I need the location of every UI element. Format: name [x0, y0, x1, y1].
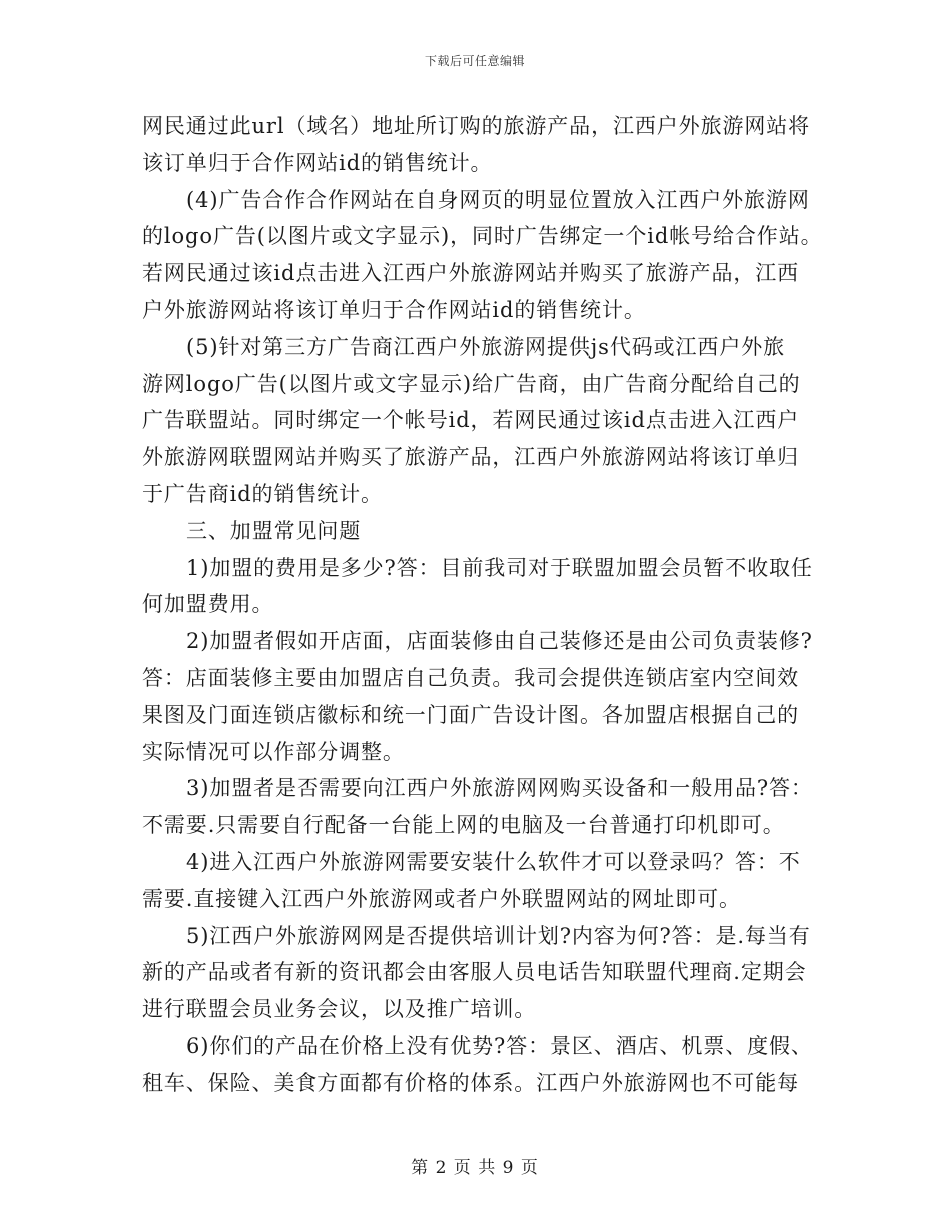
text-line: 外旅游网联盟网站并购买了旅游产品，江西户外旅游网站将该订单归: [142, 445, 799, 470]
text-line: 若网民通过该id点击进入江西户外旅游网站并购买了旅游产品，江西: [142, 261, 800, 286]
text-line: 6)你们的产品在价格上没有优势?答：景区、酒店、机票、度假、: [186, 1033, 813, 1058]
text-line: (5)针对第三方广告商江西户外旅游网提供js代码或江西户外旅: [186, 334, 786, 359]
page-number: 第 2 页 共 9 页: [411, 1158, 539, 1178]
text-line: 4)进入江西户外旅游网需要安装什么软件才可以登录吗？答：不: [186, 849, 801, 874]
text-line: 的logo广告(以图片或文字显示)，同时广告绑定一个id帐号给合作站。: [142, 224, 823, 249]
text-line: 1)加盟的费用是多少?答：目前我司对于联盟加盟会员暂不收取任: [186, 555, 813, 580]
text-line: 5)江西户外旅游网网是否提供培训计划?内容为何?答：是.每当有: [186, 923, 811, 948]
text-line: 游网logo广告(以图片或文字显示)给广告商，由广告商分配给自己的: [142, 371, 801, 396]
text-line: 进行联盟会员业务会议，以及推广培训。: [142, 997, 537, 1022]
text-line: 户外旅游网站将该订单归于合作网站id的销售统计。: [142, 297, 646, 322]
text-line: 于广告商id的销售统计。: [142, 481, 383, 506]
text-line: 广告联盟站。同时绑定一个帐号id，若网民通过该id点击进入江西户: [142, 408, 800, 433]
section-heading: 三、加盟常见问题: [186, 518, 362, 543]
text-line: 网民通过此url（域名）地址所订购的旅游产品，江西户外旅游网站将: [142, 114, 811, 138]
text-line: 新的产品或者有新的资讯都会由客服人员电话告知联盟代理商.定期会: [142, 960, 807, 985]
text-line: 果图及门面连锁店徽标和统一门面广告设计图。各加盟店根据自己的: [142, 702, 799, 727]
text-line: 租车、保险、美食方面都有价格的体系。江西户外旅游网也不可能每: [142, 1070, 799, 1095]
text-line: 答：店面装修主要由加盟店自己负责。我司会提供连锁店室内空间效: [142, 665, 799, 690]
document-body: [142, 108, 823, 1102]
text-line: 需要.直接键入江西户外旅游网或者户外联盟网站的网址即可。: [142, 886, 741, 911]
text-line: 3)加盟者是否需要向江西户外旅游网网购买设备和一般用品?答：: [186, 776, 813, 801]
text-line: 实际情况可以作部分调整。: [142, 739, 405, 764]
text-line: 何加盟费用。: [142, 592, 274, 617]
text-line: (4)广告合作合作网站在自身网页的明显位置放入江西户外旅游网: [186, 187, 810, 212]
page-header: 下载后可任意编辑: [424, 54, 525, 68]
text-line: 不需要.只需要自行配备一台能上网的电脑及一台普通打印机即可。: [142, 813, 785, 838]
text-line: 该订单归于合作网站id的销售统计。: [142, 150, 493, 175]
text-line: 2)加盟者假如开店面，店面装修由自己装修还是由公司负责装修?: [186, 629, 813, 654]
